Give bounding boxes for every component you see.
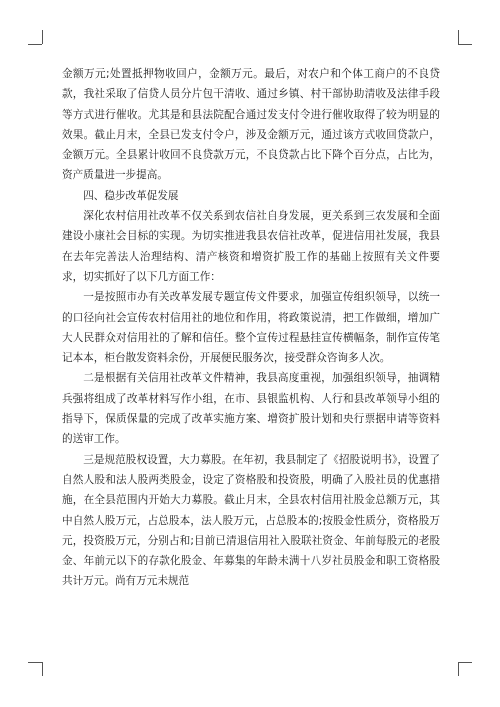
paragraph-point-three: 三是规范股权设置，大力募股。在年初，我县制定了《招股说明书》，设置了自然人股和法人股两类股金，设定了资格股和投资股，明确了入股社员的优惠措施，在全县范围内开始大力募股。截止月末，全县农村信用社股金总额万元，其中自然人股万元，占总股本，法人股万元，占总股本的;按股金性质分，资格股万元，投资股万元，分别占和;目前已清退信用社入股联社资金、年前每股元的老股金、年前元以下的存款化股金、年募集的年龄未满十八岁社员股金和职工资格股共计万元。尚有万元未规范: [62, 453, 440, 588]
section-heading: 四、稳步改革促发展: [83, 189, 179, 202]
paragraph-continuation: 金额万元;处置抵押物收回户，金额万元。最后，对农户和个体工商户的不良贷款，我社采取了信贷人员分片包干清收、通过乡镇、村干部协助清收及法律手段等方式进行催收。尤其是和县法院配合通过发支付令进行催收取得了较为明显的效果。截止月末，全县已发支付令户，涉及金额万元，通过该方式收回贷款户，金额万元。全县累计收回不良贷款万元，不良贷款占比下降个百分点，占比为，资产质量进一步提高。: [62, 68, 440, 182]
paragraph-reform-intro: 深化农村信用社改革不仅关系到农信社自身发展，更关系到三农发展和全面建设小康社会目标的实现。为切实推进我县农信社改革，促进信用社发展，我县在去年完善法人治理结构、清产核资和增资扩股工作的基础上按照有关文件要求，切实抓好了以下几方面工作：: [62, 210, 440, 283]
paragraph-point-one: 一是按照市办有关改革发展专题宣传文件要求，加强宣传组织领导，以统一的口径向社会宣传农村信用社的地位和作用，将政策说清，把工作做细，增加广大人民群众对信用社的了解和信任。整个宣传过程悬挂宣传横幅条，制作宣传笔记本本，柜台散发资料余份，开展便民服务次，接受群众咨询多人次。: [62, 291, 440, 365]
document-body: [62, 64, 440, 592]
paragraph-point-two: 二是根据有关信用社改革文件精神，我县高度重视，加强组织领导，抽调精兵强将组成了改革材料写作小组，在市、县银监机构、人行和县改革领导小组的指导下，保质保量的完成了改革实施方案、增资扩股计划和央行票据申请等资料的送审工作。: [62, 372, 440, 446]
